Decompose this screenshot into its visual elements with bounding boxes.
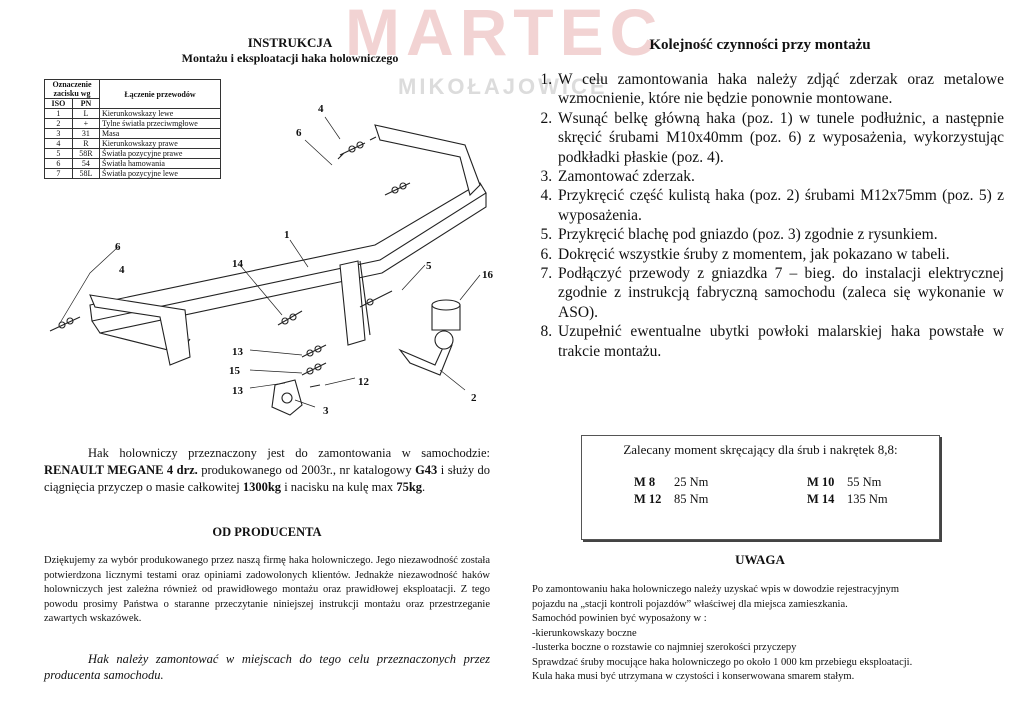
warning-text — [532, 583, 982, 685]
warning-line: Samochód powinien być wyposażony w : — [532, 613, 707, 624]
cell-iso: 3 — [45, 129, 73, 139]
warning-line: Po zamontowaniu haka holowniczego należy uzyskać wpis w dowodzie rejestracyjnym — [532, 584, 900, 595]
order-heading: Kolejność czynności przy montażu — [649, 37, 871, 53]
cell-desc: Tylne światła przeciwmgłowe — [100, 119, 221, 129]
cell-pn: 58L — [72, 169, 99, 179]
cell-pn: + — [72, 119, 99, 129]
cell-iso: 4 — [45, 139, 73, 149]
warning-heading: UWAGA — [735, 552, 785, 567]
cell-desc: Masa — [100, 129, 221, 139]
document-title: INSTRUKCJA — [247, 35, 333, 50]
cell-pn: L — [72, 109, 99, 119]
wiring-col-pn: PN — [72, 99, 99, 109]
main-beam — [90, 183, 486, 321]
torque-item — [634, 475, 708, 490]
tow-hook-diagram — [40, 95, 510, 425]
brand-watermark-sub: MIKOŁAJOWICE — [398, 74, 608, 99]
cell-pn: 54 — [72, 159, 99, 169]
cell-desc: Kierunkowskazy prawe — [100, 139, 221, 149]
assembly-steps — [532, 70, 1004, 361]
torque-item — [807, 492, 888, 507]
torque-caption: Zalecany moment skręcający dla śrub i nakrętek 8,8: — [623, 442, 898, 457]
list-item: 8. Uzupełnić ewentualne ubytki powłoki malarskiej haka powstałe w trakcie montażu. — [556, 322, 1004, 361]
trailer-mass: 1300kg — [242, 480, 282, 494]
desc-text: Hak holowniczy przeznaczony jest do zamontowania w samochodzie: — [88, 446, 490, 460]
warning-line: Sprawdzać śruby mocujące haka holowniczego po około 1 000 km przebiegu eksploatacji. — [532, 656, 913, 668]
left-bracket — [90, 295, 190, 365]
cell-iso: 1 — [45, 109, 73, 119]
wiring-head-connection: Łączenie przewodów — [100, 80, 221, 109]
warning-line: Kula haka musi być utrzymana w czystości i konserwowana smarem stałym. — [532, 671, 855, 682]
ball-load: 75kg — [396, 480, 423, 494]
diagram-label-6: 6 — [296, 127, 302, 139]
diagram-label-13: 13 — [232, 346, 243, 358]
diagram-label-13: 13 — [232, 385, 243, 397]
warning-line: pojazdu na „stacji kontroli pojazdów” właściwej dla miejsca zamieszkania. — [532, 598, 848, 610]
desc-text: produkowanego od 2003r., nr katalogowy — [201, 463, 412, 477]
desc-text: . — [422, 480, 426, 494]
list-item: 2. Wsunąć belkę główną haka (poz. 1) w tunele podłużnic, a następnie skręcić śrubami M10x40mm (poz. 6) z wyposażenia, wykorzystując podkładki płaskie (poz. 4). — [556, 109, 1004, 167]
cell-iso: 5 — [45, 149, 73, 159]
torque-item — [807, 475, 881, 490]
diagram-label-12: 12 — [358, 376, 369, 388]
torque-box — [581, 435, 940, 540]
torque-value: 85 Nm — [674, 492, 709, 506]
wiring-col-iso: ISO — [45, 99, 73, 109]
cell-desc: Światła pozycyjne lewe — [100, 169, 221, 179]
document-subtitle: Montażu i eksploatacji haka holowniczego — [181, 51, 399, 65]
torque-value: 135 Nm — [847, 492, 888, 506]
vehicle-model: RENAULT MEGANE 4 drz. — [44, 463, 198, 477]
diagram-label-1: 1 — [284, 229, 290, 241]
diagram-label-2: 2 — [471, 392, 477, 404]
list-item: 4. Przykręcić część kulistą haka (poz. 2) śrubami M12x75mm (poz. 5) z wyposażenia. — [556, 186, 1004, 225]
vehicle-description — [44, 445, 490, 496]
cell-desc: Kierunkowskazy lewe — [100, 109, 221, 119]
cell-desc: Światła hamowania — [100, 159, 221, 169]
list-item: 7. Podłączyć przewody z gniazdka 7 – bieg. do instalacji elektrycznej zgodnie z instrukcją fabryczną samochodu (zaleca się wykonanie w ASO). — [556, 264, 1004, 322]
desc-text: i nacisku na kulę max — [284, 480, 394, 494]
cell-pn: 31 — [72, 129, 99, 139]
bolt-size: M 10 — [807, 475, 835, 489]
cell-iso: 2 — [45, 119, 73, 129]
socket-plate — [272, 380, 302, 415]
brand-watermark: MARTEC — [345, 0, 664, 69]
warning-line: -lusterka boczne o rozstawie co najmniej szerokości przyczepy — [532, 642, 797, 653]
diagram-label-14: 14 — [232, 258, 243, 270]
cell-pn: 58R — [72, 149, 99, 159]
torque-value: 25 Nm — [674, 475, 709, 489]
bolt-size: M 12 — [634, 492, 662, 506]
diagram-label-16: 16 — [482, 269, 493, 281]
catalog-number: G43 — [415, 463, 438, 477]
diagram-label-3: 3 — [323, 405, 329, 417]
diagram-label-15: 15 — [229, 365, 240, 377]
diagram-label-4: 4 — [318, 103, 324, 115]
list-item: 3. Zamontować zderzak. — [556, 167, 1004, 186]
list-item: 6. Dokręcić wszystkie śruby z momentem, jak pokazano w tabeli. — [556, 245, 1004, 264]
bolt — [338, 137, 376, 159]
diagram-label-5: 5 — [426, 260, 432, 272]
bolt-size: M 8 — [634, 475, 656, 489]
wiring-head-group: Oznaczenie zacisku wg — [45, 80, 100, 99]
torque-value: 55 Nm — [847, 475, 882, 489]
cell-desc: Światła pozycyjne prawe — [100, 149, 221, 159]
list-item: 1. W celu zamontowania haka należy zdjąć zderzak oraz metalowe wzmocnienie, które nie będzie ponownie montowane. — [556, 70, 1004, 109]
desc-text: i służy do ciągnięcia przyczep o masie całkowitej — [44, 463, 491, 494]
bolt-size: M 14 — [807, 492, 835, 506]
cell-iso: 6 — [45, 159, 73, 169]
diagram-label-4: 4 — [119, 264, 125, 276]
cell-pn: R — [72, 139, 99, 149]
producer-heading: OD PRODUCENTA — [212, 525, 322, 539]
cell-iso: 7 — [45, 169, 73, 179]
producer-text: Dziękujemy za wybór produkowanego przez naszą firmę haka holowniczego. Jego niezawodność została potwierdzona licznymi testami oraz opiniami zadowolonych klientów. Jednakże niezawodność haków holowniczych jest zależna również od prawidłowego montażu oraz prawidłowej eksploatacji. Z tego powodu prosimy Państwa o staranne przeczytanie niniejszej instrukcji montażu oraz przestrzeganie zawartych wskazówek. — [44, 555, 490, 624]
list-item: 5. Przykręcić blachę pod gniazdo (poz. 3) zgodnie z rysunkiem. — [556, 225, 1004, 244]
producer-note: Hak należy zamontować w miejscach do tego celu przeznaczonych przez producenta samochodu. — [44, 652, 490, 682]
right-bracket — [375, 125, 480, 195]
warning-line: -kierunkowskazy boczne — [532, 627, 637, 639]
torque-item — [634, 492, 708, 507]
diagram-label-6: 6 — [115, 241, 121, 253]
